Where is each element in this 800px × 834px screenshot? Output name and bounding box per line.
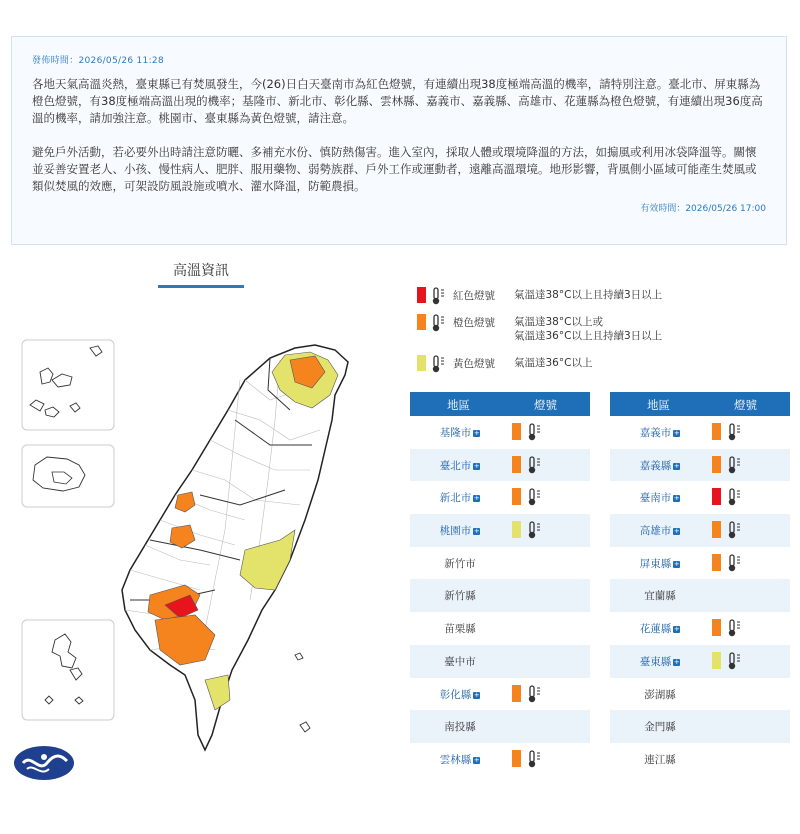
expand-plus-icon[interactable]: + <box>473 527 480 536</box>
table-row <box>410 547 590 580</box>
region-name <box>410 556 510 571</box>
table-row[interactable] <box>410 481 590 514</box>
valid-time: 有效時間：2026/05/26 17:00 <box>640 204 766 214</box>
table-row[interactable] <box>410 416 590 449</box>
header-region: 地區 <box>447 398 470 412</box>
region-name[interactable] <box>610 458 710 473</box>
region-name[interactable] <box>610 523 710 538</box>
legend-yellow-desc: 氣溫達36°C以上 <box>514 357 593 369</box>
region-name[interactable] <box>410 752 510 767</box>
region-name-text: 基隆市 <box>439 427 472 439</box>
region-name <box>410 621 510 636</box>
thermometer-icon <box>727 619 743 637</box>
region-name[interactable] <box>610 556 710 571</box>
region-name-text: 新竹市 <box>444 557 476 570</box>
region-name[interactable] <box>410 458 510 473</box>
issued-time: 發佈時間：2026/05/26 11:28 <box>32 56 164 66</box>
expand-plus-icon[interactable]: + <box>473 461 480 470</box>
signal-swatch-orange <box>712 456 721 473</box>
cwa-logo <box>13 745 75 781</box>
region-name <box>610 687 710 702</box>
region-name[interactable] <box>410 425 510 440</box>
legend-orange-swatch <box>417 314 426 330</box>
signal-swatch-orange <box>712 423 721 440</box>
region-name[interactable] <box>410 490 510 505</box>
region-name-text: 嘉義縣 <box>639 459 672 472</box>
region-table-right <box>610 392 790 776</box>
warning-notice <box>11 36 787 245</box>
table-row[interactable] <box>610 416 790 449</box>
expand-plus-icon[interactable]: + <box>473 429 480 437</box>
table-row[interactable] <box>610 481 790 514</box>
table-row[interactable] <box>610 645 790 678</box>
signal-swatch-orange <box>712 521 721 538</box>
inset-penghu <box>22 620 114 720</box>
region-name[interactable] <box>610 654 710 669</box>
region-name-text: 臺南市 <box>639 492 672 505</box>
table-row[interactable] <box>410 449 590 482</box>
thermometer-icon <box>431 355 447 373</box>
signal-swatch-red <box>712 488 721 505</box>
table-row[interactable] <box>610 449 790 482</box>
thermometer-icon <box>527 456 543 474</box>
thermometer-icon <box>727 488 743 506</box>
region-name-text: 新北市 <box>439 492 472 505</box>
region-name-text: 花蓮縣 <box>639 623 672 636</box>
legend-yellow-name: 黃色燈號 <box>453 358 495 370</box>
header-signal: 燈號 <box>534 398 557 412</box>
legend-orange-desc-line1: 氣溫達38°C以上或 <box>514 316 603 328</box>
expand-plus-icon[interactable]: + <box>673 625 680 634</box>
thermometer-icon <box>527 521 543 539</box>
thermometer-icon <box>431 287 447 305</box>
region-name <box>410 588 510 603</box>
signal-swatch-yellow <box>712 652 721 669</box>
taiwan-heat-map[interactable] <box>0 290 400 760</box>
region-name[interactable] <box>610 490 710 505</box>
header-region: 地區 <box>647 398 670 412</box>
expand-plus-icon[interactable]: + <box>673 429 680 437</box>
expand-plus-icon[interactable]: + <box>673 559 680 568</box>
table-row <box>610 710 790 743</box>
table-row[interactable] <box>410 678 590 711</box>
region-name-text: 連江縣 <box>644 753 676 766</box>
expand-plus-icon[interactable]: + <box>473 494 480 503</box>
region-name[interactable] <box>410 687 510 702</box>
table-row <box>610 579 790 612</box>
legend-red-desc: 氣溫達38°C以上且持續3日以上 <box>514 289 663 301</box>
region-name <box>610 752 710 767</box>
thermometer-icon <box>527 685 543 703</box>
table-row <box>610 678 790 711</box>
region-name <box>610 719 710 734</box>
region-name[interactable] <box>610 425 710 440</box>
region-name-text: 澎湖縣 <box>644 688 676 701</box>
legend-orange-name: 橙色燈號 <box>453 317 495 329</box>
expand-plus-icon[interactable]: + <box>673 494 680 503</box>
notice-paragraph-1: 各地天氣高溫炎熱，臺東縣已有焚風發生，今(26)日白天臺南市為紅色燈號，有連續出現38度極端高溫的機率，請特別注意。臺北市、屏東縣為橙色燈號，有38度極端高溫出現的機率；基隆市、新北市、彰化縣、雲林縣、嘉義市、嘉義縣、高雄市、花蓮縣為橙色燈號，有連續出現36度高溫的機率，請加強注意。桃園市、臺東縣為黃色燈號，請注意。 <box>32 77 763 125</box>
region-name <box>410 719 510 734</box>
region-name-text: 嘉義市 <box>639 427 672 439</box>
signal-swatch-orange <box>512 685 521 702</box>
thermometer-icon <box>727 456 743 474</box>
table-row[interactable] <box>410 743 590 776</box>
thermometer-icon <box>727 423 743 441</box>
signal-swatch-orange <box>712 554 721 571</box>
table-row[interactable] <box>610 547 790 580</box>
map-title: 高溫資訊 <box>158 260 244 288</box>
expand-plus-icon[interactable]: + <box>673 527 680 536</box>
signal-swatch-orange <box>512 488 521 505</box>
signal-swatch-orange <box>512 456 521 473</box>
table-row <box>410 579 590 612</box>
signal-swatch-orange <box>512 750 521 767</box>
region-name-text: 南投縣 <box>444 721 476 734</box>
region-name-text: 高雄市 <box>639 525 672 538</box>
region-name-text: 雲林縣 <box>439 753 472 766</box>
region-name-text: 桃園市 <box>439 525 472 538</box>
notice-paragraph-2: 避免戶外活動，若必要外出時請注意防曬、多補充水份、慎防熱傷害。進入室內，採取人體或環境降溫的方法，如搧風或利用冰袋降溫等。關懷並妥善安置老人、小孩、慢性病人、肥胖、服用藥物、弱勢族群、戶外工作或運動者，遠離高溫環境。地形影響，背風側小區域可能產生焚風或類似焚風的效應，可架設防風設施或噴水、灌水降溫，防範農損。 <box>32 145 757 193</box>
region-name-text: 彰化縣 <box>439 688 472 701</box>
region-name-text: 臺東縣 <box>639 655 672 668</box>
region-table-left <box>410 392 590 776</box>
thermometer-icon <box>527 488 543 506</box>
region-name <box>610 588 710 603</box>
region-name-text: 臺中市 <box>444 655 476 668</box>
region-name-text: 臺北市 <box>439 459 472 472</box>
expand-plus-icon[interactable]: + <box>473 690 480 699</box>
expand-plus-icon[interactable]: + <box>473 755 480 764</box>
inset-matsu <box>22 445 114 507</box>
table-row[interactable] <box>610 514 790 547</box>
region-name-text: 新竹縣 <box>444 590 476 603</box>
thermometer-icon <box>727 554 743 572</box>
legend-red-name: 紅色燈號 <box>453 290 495 302</box>
header-signal: 燈號 <box>734 398 757 412</box>
table-row <box>410 612 590 645</box>
thermometer-icon <box>727 521 743 539</box>
signal-swatch-orange <box>712 619 721 636</box>
region-name-text: 屏東縣 <box>639 557 672 570</box>
table-row[interactable] <box>410 514 590 547</box>
signal-swatch-orange <box>512 423 521 440</box>
thermometer-icon <box>527 750 543 768</box>
thermometer-icon <box>727 652 743 670</box>
region-name-text: 苗栗縣 <box>444 623 476 636</box>
table-row <box>410 645 590 678</box>
legend-orange-desc <box>514 315 662 343</box>
thermometer-icon <box>431 314 447 332</box>
legend-yellow-swatch <box>417 355 426 371</box>
table-row <box>610 743 790 776</box>
signal-swatch-yellow <box>512 521 521 538</box>
table-row[interactable] <box>610 612 790 645</box>
region-name-text: 金門縣 <box>644 721 676 734</box>
table-row <box>410 710 590 743</box>
region-name <box>410 654 510 669</box>
legend-orange-desc-line2: 氣溫達36°C以上且持續3日以上 <box>514 330 663 342</box>
inset-kinmen <box>22 340 114 430</box>
expand-plus-icon[interactable]: + <box>673 461 680 470</box>
region-name[interactable] <box>610 621 710 636</box>
thermometer-icon <box>527 423 543 441</box>
table-header <box>610 392 790 416</box>
expand-plus-icon[interactable]: + <box>673 657 680 666</box>
region-name-text: 宜蘭縣 <box>644 590 676 603</box>
region-name[interactable] <box>410 523 510 538</box>
table-header <box>410 392 590 416</box>
legend-red-swatch <box>417 287 426 303</box>
